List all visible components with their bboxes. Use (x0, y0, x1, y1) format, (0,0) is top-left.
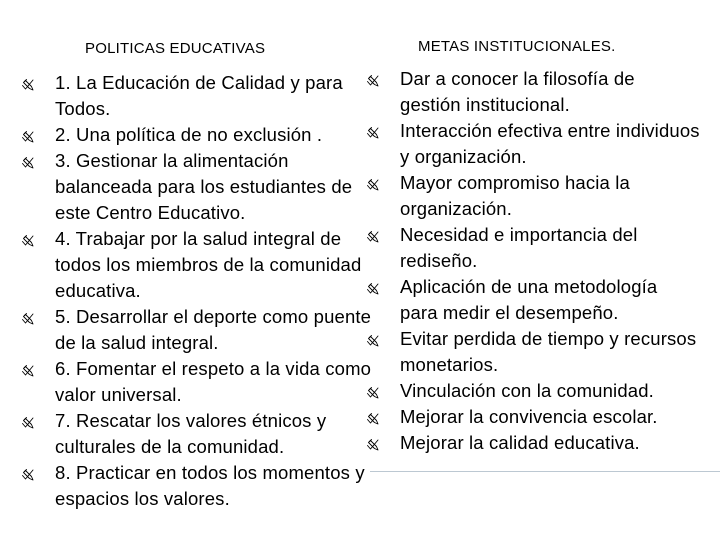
goals-list (400, 66, 700, 456)
list-item-text: 2. Una política de no exclusión . (55, 124, 323, 145)
pencil-check-icon (21, 468, 35, 482)
pencil-check-icon (366, 438, 380, 452)
pencil-check-icon (21, 416, 35, 430)
list-item-text: Necesidad e importancia del rediseño. (400, 224, 638, 271)
list-item-text: Evitar perdida de tiempo y recursos monetarios. (400, 328, 697, 375)
list-item (400, 66, 700, 118)
list-item-text: Vinculación con la comunidad. (400, 380, 654, 401)
list-item-text: 3. Gestionar la alimentación balanceada para los estudiantes de este Centro Educativo. (55, 150, 353, 223)
pencil-check-icon (366, 74, 380, 88)
pencil-check-icon (366, 282, 380, 296)
pencil-check-icon (366, 126, 380, 140)
list-item (55, 304, 375, 356)
list-item (400, 170, 700, 222)
list-item-text: Mayor compromiso hacia la organización. (400, 172, 630, 219)
list-item-text: Mejorar la convivencia escolar. (400, 406, 658, 427)
list-item (55, 226, 375, 304)
list-item (400, 378, 700, 404)
list-item-text: 8. Practicar en todos los momentos y espacios los valores. (55, 462, 365, 509)
left-column-title: POLITICAS EDUCATIVAS (85, 40, 266, 57)
pencil-check-icon (366, 230, 380, 244)
list-item-text: Dar a conocer la filosofía de gestión institucional. (400, 68, 635, 115)
list-item-text: Interacción efectiva entre individuos y organización. (400, 120, 700, 167)
list-item-text: 7. Rescatar los valores étnicos y culturales de la comunidad. (55, 410, 327, 457)
list-item-text: Aplicación de una metodología para medir el desempeño. (400, 276, 658, 323)
pencil-check-icon (366, 412, 380, 426)
list-item (55, 356, 375, 408)
list-item-text: Mejorar la calidad educativa. (400, 432, 640, 453)
pencil-check-icon (21, 312, 35, 326)
pencil-check-icon (21, 156, 35, 170)
list-item (55, 460, 375, 512)
pencil-check-icon (21, 234, 35, 248)
pencil-check-icon (366, 334, 380, 348)
list-item (400, 326, 700, 378)
pencil-check-icon (21, 364, 35, 378)
list-item (400, 274, 700, 326)
divider (370, 471, 720, 472)
list-item (400, 430, 700, 456)
list-item-text: 1. La Educación de Calidad y para Todos. (55, 72, 343, 119)
list-item (55, 148, 375, 226)
pencil-check-icon (366, 386, 380, 400)
pencil-check-icon (366, 178, 380, 192)
list-item (400, 118, 700, 170)
policies-list (55, 70, 375, 512)
list-item (55, 70, 375, 122)
list-item-text: 4. Trabajar por la salud integral de todos los miembros de la comunidad educativa. (55, 228, 362, 301)
list-item (400, 404, 700, 430)
list-item (400, 222, 700, 274)
list-item (55, 122, 375, 148)
list-item (55, 408, 375, 460)
list-item-text: 6. Fomentar el respeto a la vida como valor universal. (55, 358, 372, 405)
list-item-text: 5. Desarrollar el deporte como puente de la salud integral. (55, 306, 372, 353)
pencil-check-icon (21, 130, 35, 144)
right-column-title: METAS INSTITUCIONALES. (418, 38, 616, 55)
pencil-check-icon (21, 78, 35, 92)
